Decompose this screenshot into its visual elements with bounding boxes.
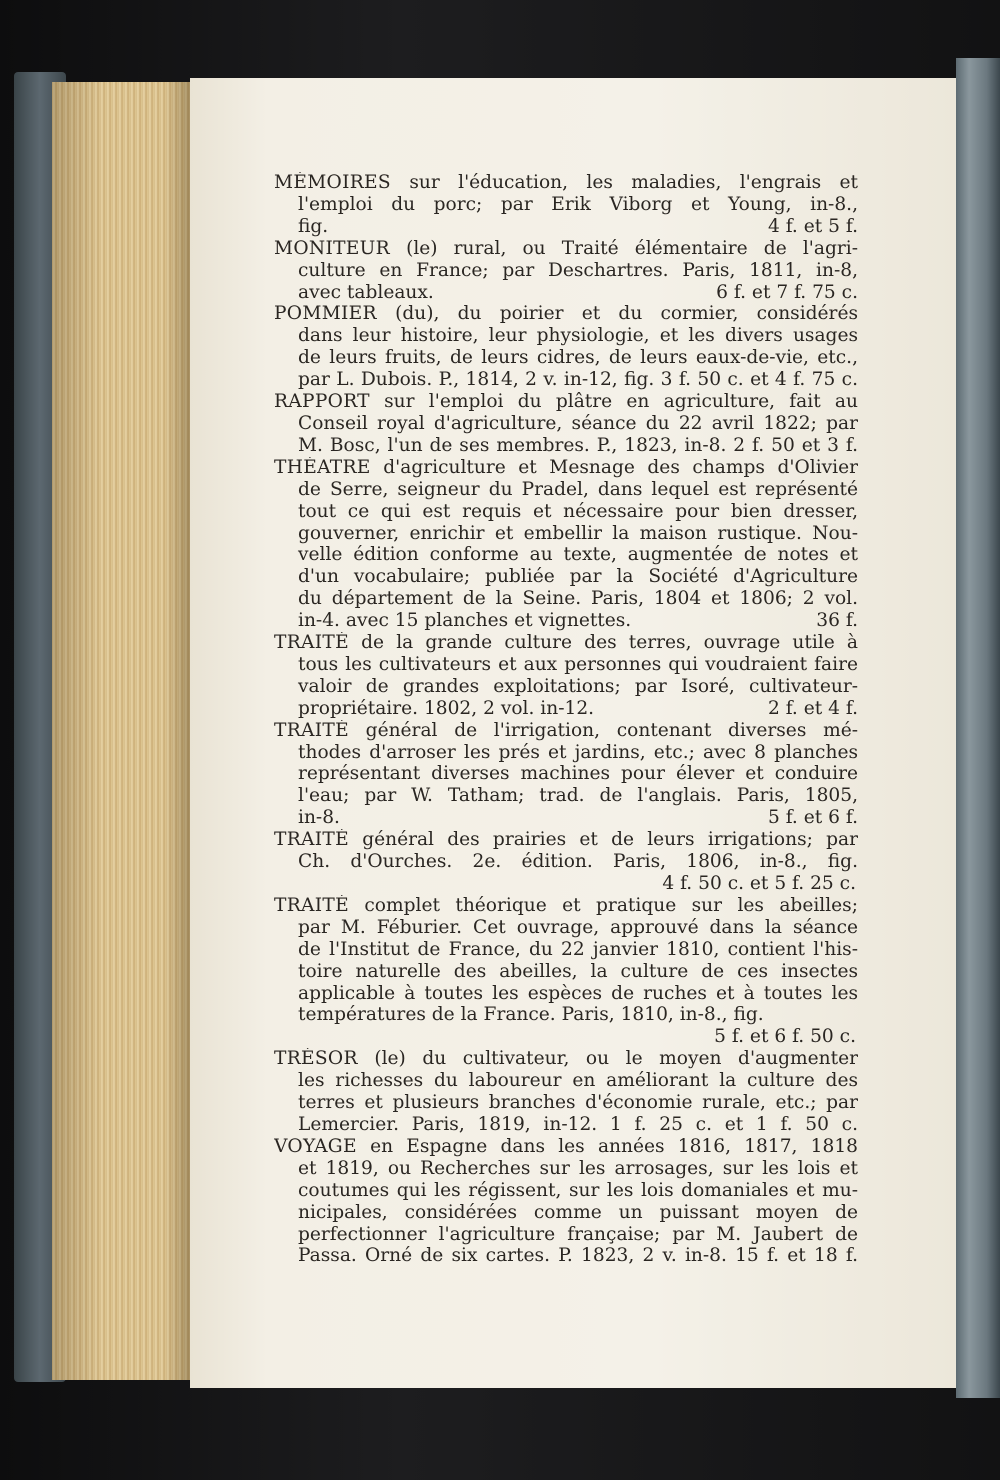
entry-line: culture en France; par Deschartres. Paris, 1811, in-8, xyxy=(298,259,858,281)
entry-line: général des prairies et de leurs irrigations; par xyxy=(348,829,858,851)
entry-line: d'agriculture et Mesnage des champs d'Olivier xyxy=(370,456,858,478)
entry-line: de l'Institut de France, du 22 janvier 1810, contient l'his- xyxy=(298,938,858,960)
entry-line: et 1819, ou Recherches sur les arrosages, sur les lois et xyxy=(298,1157,858,1179)
entry-line: valoir de grandes exploitations; par Isoré, cultivateur- xyxy=(298,675,858,697)
entry-line: sur l'emploi du plâtre en agriculture, fait au xyxy=(369,391,858,413)
entry-line: terres et plusieurs branches d'économie rurale, etc.; par xyxy=(298,1092,858,1114)
entry-line: M. Bosc, l'un de ses membres. P., 1823, in-8. 2 f. 50 et 3 f. xyxy=(298,434,858,456)
entry-title: MONITEUR xyxy=(274,237,390,259)
catalog-entry xyxy=(274,1136,858,1267)
entry-title: POMMIER xyxy=(274,303,377,325)
catalog-entry xyxy=(274,172,858,238)
entry-line: propriétaire. 1802, 2 vol. in-12. xyxy=(298,697,595,719)
catalog-entry xyxy=(274,457,858,632)
entry-line: perfectionner l'agriculture française; par M. Jaubert de xyxy=(298,1223,858,1245)
entry-line: applicable à toutes les espèces de ruches et à toutes les xyxy=(298,982,858,1004)
entry-line: nicipales, considérées comme un puissant moyen de xyxy=(298,1201,858,1223)
entry-line: l'emploi du porc; par Erik Viborg et Young, in-8., xyxy=(298,193,858,215)
entry-line: toire naturelle des abeilles, la culture de ces insectes xyxy=(298,960,858,982)
catalog-entry xyxy=(274,720,858,830)
entry-line: velle édition conforme au texte, augmentée de notes et xyxy=(298,544,858,566)
page-text xyxy=(274,172,858,1267)
entry-line: thodes d'arroser les prés et jardins, etc.; avec 8 planches xyxy=(298,741,858,763)
entry-price: 2 f. et 4 f. xyxy=(767,697,858,719)
entry-line: in-8. xyxy=(298,807,340,829)
entry-title: MÉMOIRES xyxy=(274,172,391,193)
entry-line: avec tableaux. xyxy=(298,281,434,303)
entry-line: (du), du poirier et du cormier, considérés xyxy=(376,303,858,325)
entry-price: 6 f. et 7 f. 75 c. xyxy=(716,281,858,303)
catalog-entry xyxy=(274,632,858,720)
entry-title: THÉATRE xyxy=(274,456,371,478)
catalog-entry xyxy=(274,303,858,391)
entry-title: TRAITÉ xyxy=(274,894,349,916)
entry-line: de la grande culture des terres, ouvrage utile à xyxy=(348,632,858,654)
entry-line: du département de la Seine. Paris, 1804 et 1806; 2 vol. xyxy=(298,588,858,610)
entry-title: TRAITÉ xyxy=(274,719,349,741)
entry-line: sur l'éducation, les maladies, l'engrais et xyxy=(390,172,858,193)
entry-price: 36 f. xyxy=(816,610,858,632)
entry-line: de leurs fruits, de leurs cidres, de leurs eaux-de-vie, etc., xyxy=(298,347,858,369)
entry-line: dans leur histoire, leur physiologie, et les divers usages xyxy=(298,325,858,347)
book-cover-right xyxy=(956,58,1000,1398)
catalog-entry xyxy=(274,1048,858,1136)
entry-line: coutumes qui les régissent, sur les lois domaniales et mu- xyxy=(298,1179,858,1201)
catalog-entry xyxy=(274,238,858,304)
page-edges-shading xyxy=(52,82,192,1380)
catalog-entry xyxy=(274,391,858,457)
entry-line: tout ce qui est requis et nécessaire pour bien dresser, xyxy=(298,500,858,522)
entry-line: général de l'irrigation, contenant diverses mé- xyxy=(348,719,858,741)
catalog-entry xyxy=(274,895,858,1048)
entry-line: en Espagne dans les années 1816, 1817, 1818 xyxy=(356,1135,858,1157)
entry-title: RAPPORT xyxy=(274,391,370,413)
entry-line: fig. xyxy=(298,215,329,237)
entry-line: représentant diverses machines pour élever et conduire xyxy=(298,763,858,785)
entry-line: Lemercier. Paris, 1819, in-12. 1 f. 25 c. et 1 f. 50 c. xyxy=(298,1113,858,1135)
entry-price: 4 f. et 5 f. xyxy=(767,215,858,237)
entry-line: d'un vocabulaire; publiée par la Société d'Agriculture xyxy=(298,566,858,588)
entry-line: in-4. avec 15 planches et vignettes. xyxy=(298,610,632,632)
entry-price: 5 f. et 6 f. 50 c. xyxy=(714,1026,856,1048)
entry-line: de Serre, seigneur du Pradel, dans lequel est représenté xyxy=(298,478,858,500)
entry-line: Conseil royal d'agriculture, séance du 22 avril 1822; par xyxy=(298,412,858,434)
entry-line: complet théorique et pratique sur les abeilles; xyxy=(348,894,858,916)
entry-price: 5 f. et 6 f. xyxy=(767,807,858,829)
catalog-entry xyxy=(274,829,858,895)
entry-title: TRAITÉ xyxy=(274,829,349,851)
entry-line: par M. Féburier. Cet ouvrage, approuvé dans la séance xyxy=(298,916,858,938)
entry-line: Passa. Orné de six cartes. P. 1823, 2 v. in-8. 15 f. et 18 f. xyxy=(298,1245,858,1267)
entry-title: VOYAGE xyxy=(274,1135,357,1157)
entry-line: les richesses du laboureur en améliorant la culture des xyxy=(298,1070,858,1092)
entry-line: (le) rural, ou Traité élémentaire de l'agri- xyxy=(389,237,858,259)
entry-line: (le) du cultivateur, ou le moyen d'augmenter xyxy=(357,1048,858,1070)
entry-line: températures de la France. Paris, 1810, in-8., fig. xyxy=(298,1004,764,1026)
entry-price: 4 f. 50 c. et 5 f. 25 c. xyxy=(662,873,856,894)
entry-line: gouverner, enrichir et embellir la maison rustique. Nou- xyxy=(298,522,858,544)
entry-title: TRAITÉ xyxy=(274,632,349,654)
entry-line: tous les cultivateurs et aux personnes qui voudraient faire xyxy=(298,653,858,675)
entry-line: par L. Dubois. P., 1814, 2 v. in-12, fig. 3 f. 50 c. et 4 f. 75 c. xyxy=(298,369,858,391)
entry-line: Ch. d'Ourches. 2e. édition. Paris, 1806, in-8., fig. xyxy=(298,851,858,873)
entry-line: l'eau; par W. Tatham; trad. de l'anglais. Paris, 1805, xyxy=(298,785,858,807)
entry-title: TRÉSOR xyxy=(274,1048,358,1070)
